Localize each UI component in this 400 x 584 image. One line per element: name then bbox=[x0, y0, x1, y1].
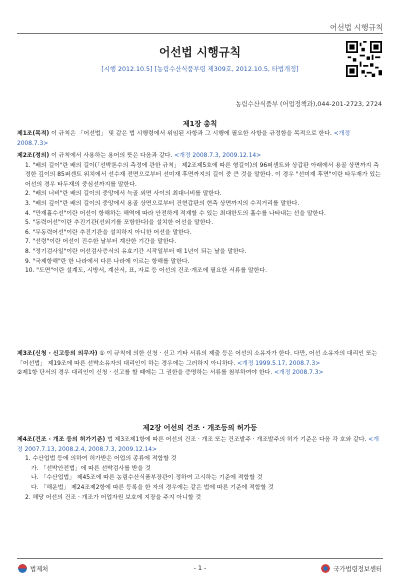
article-2-item: 3. "배의 깊이"란 배의 길이의 중앙에서 용골 상면으로부터 건현갑판의 현측 상면까지의 수직거리를 말한다. bbox=[25, 200, 300, 207]
qr-code-icon bbox=[346, 41, 382, 77]
article-2-item: 6. "무동력어선"이란 추진기관을 설치하지 아니한 어선을 말한다. bbox=[25, 229, 192, 236]
article-4-amendment: <개정 2007.7.13, 2008.2.4, 2008.7.3, 2009.12.14> bbox=[17, 437, 379, 453]
article-4 bbox=[17, 436, 383, 503]
law-info-center-emblem-icon bbox=[321, 564, 330, 573]
article-2-item: 2. "배의 너비"란 배의 길이의 중앙에서 늑골 외면 사이의 최대너비를 말한다. bbox=[25, 191, 222, 198]
article-2-item: 9. "국제항해"란 한 나라에서 다른 나라에 이르는 항해를 말한다. bbox=[25, 258, 190, 265]
article-2-item: 5. "동력어선"이란 추진기관(선외기를 포함한다)을 설치한 어선을 말한다. bbox=[25, 220, 214, 227]
article-3 bbox=[17, 350, 383, 379]
article-4-subitem: 나. 「수산업법」 제45조에 따른 농림수산식품부장관이 정하여 고시하는 기준에 적합할 것 bbox=[31, 475, 263, 482]
document-title: 어선법 시행규칙 bbox=[159, 45, 241, 59]
article-2-item: 10. "도면"이란 설계도, 시방서, 계산서, 표, 자료 등 어선의 건조·개조에 필요한 서류를 말한다. bbox=[25, 268, 267, 275]
article-2-intro: 이 규칙에서 사용하는 용어의 뜻은 다음과 같다. bbox=[49, 153, 173, 159]
law-info-center-logo bbox=[321, 564, 382, 573]
article-3-para-2: ②제1항 단서의 경우 대리인이 신청 · 신고를 할 때에는 그 권한을 증명하는 서류를 첨부하여야 한다. bbox=[17, 370, 273, 377]
article-2-title: 제2조(정의) bbox=[17, 153, 50, 159]
moleg-logo-text: 법제처 bbox=[30, 566, 49, 573]
article-4-item: 1. 수산업법 등에 의하여 허가받은 어업의 종류에 적합할 것 bbox=[25, 456, 177, 463]
footer-rule bbox=[17, 558, 383, 559]
article-2-item: 4. "만재흘수선"이란 어선이 항해하는 해역에 따라 안전하게 적재할 수 있는 최대한도의 흘수를 나타내는 선을 말한다. bbox=[25, 210, 326, 217]
header-rule bbox=[17, 33, 383, 34]
article-4-subitem: 다. 「해운법」 제24조제2항에 따른 등록을 한 자의 경우에는 같은 법에 따른 기준에 적합할 것 bbox=[31, 484, 274, 491]
article-3-para-1: ① 이 규칙에 의한 신청 · 신고 기타 서류의 제출 등은 어선의 소유자가 한다. 다만, 어선 소유자의 대리인 또는 「어선법」 제19조에 따른 선박소유자의 대리인이 하는 경우에는 그러하지 아니하다. bbox=[17, 351, 378, 367]
article-4-title: 제4조(건조 · 개조 등의 허가기준) bbox=[17, 437, 106, 443]
article-2-amendment: <개정 2008.7.3, 2009.12.14> bbox=[172, 153, 262, 159]
article-2 bbox=[17, 152, 383, 277]
chapter-1-heading: 제1장 총칙 bbox=[182, 120, 218, 128]
article-2-item: 7. "선령"이란 어선이 진수한 날부터 계산한 기간을 말한다. bbox=[25, 239, 177, 246]
law-info-center-logo-text: 국가법령정보센터 bbox=[333, 566, 382, 573]
article-1-text: 이 규칙은 「어선법」 및 같은 법 시행령에서 위임된 사항과 그 시행에 필요한 사항을 규정함을 목적으로 한다. bbox=[49, 131, 332, 137]
article-2-item: 8. "정기검사일"이란 어선검사증서의 유효기간 시작일부터 매 1년이 되는 날을 말한다. bbox=[25, 248, 247, 255]
ministry-contact: 농림수산식품부 (어업정책과),044-201-2723, 2724 bbox=[235, 101, 382, 108]
article-4-subitem: 가. 「선박안전법」에 따른 선박검사를 받을 것 bbox=[31, 465, 151, 472]
article-3-title: 제3조(신청 · 신고등의 의무자) bbox=[17, 351, 98, 357]
article-1 bbox=[17, 130, 383, 149]
article-1-title: 제1조(목적) bbox=[17, 131, 50, 137]
chapter-2-heading: 제2장 어선의 건조 · 개조등의 허가등 bbox=[142, 424, 258, 432]
document-subtitle: [시행 2012.10.5] [농림수산식품부령 제309호, 2012.10.5, 타법개정] bbox=[101, 66, 299, 73]
article-4-text: 법 제3조제1항에 따른 어선의 건조 · 개조 또는 건조발주 · 개조발주의 허가 기준은 다음 각 호와 같다. bbox=[105, 437, 367, 443]
article-4-item: 2. 해당 어선의 건조 · 개조가 어업자원 보호에 지장을 주지 아니할 것 bbox=[25, 494, 202, 501]
document-header-label: 어선법 시행규칙 bbox=[329, 23, 383, 32]
page-number: - 1 - bbox=[193, 565, 207, 572]
article-3-amendment-2: <개정 2008.7.3> bbox=[272, 370, 324, 377]
article-3-amendment-1: <개정 1999.5.17, 2008.7.3> bbox=[235, 360, 321, 367]
article-2-item: 1. "배의 길이"란 배의 길이(「선박톤수의 측정에 관한 규칙」 제2조제5호에 따른 형길이)의 96퍼센트와 상갑판 아래에서 용골 상면까지 측정한 깊이의 85퍼센트 위치에서 선수재 전면으로부터 선미재 후면까지의 길이 중 큰 것을 말한다. 이 경우 "선미재 후면"이란 타두재가 있는 어선의 경우 타두재의 중심선까지를 말한다. bbox=[25, 162, 381, 188]
article-1-amendment: <개정 2008.7.3> bbox=[17, 131, 351, 147]
